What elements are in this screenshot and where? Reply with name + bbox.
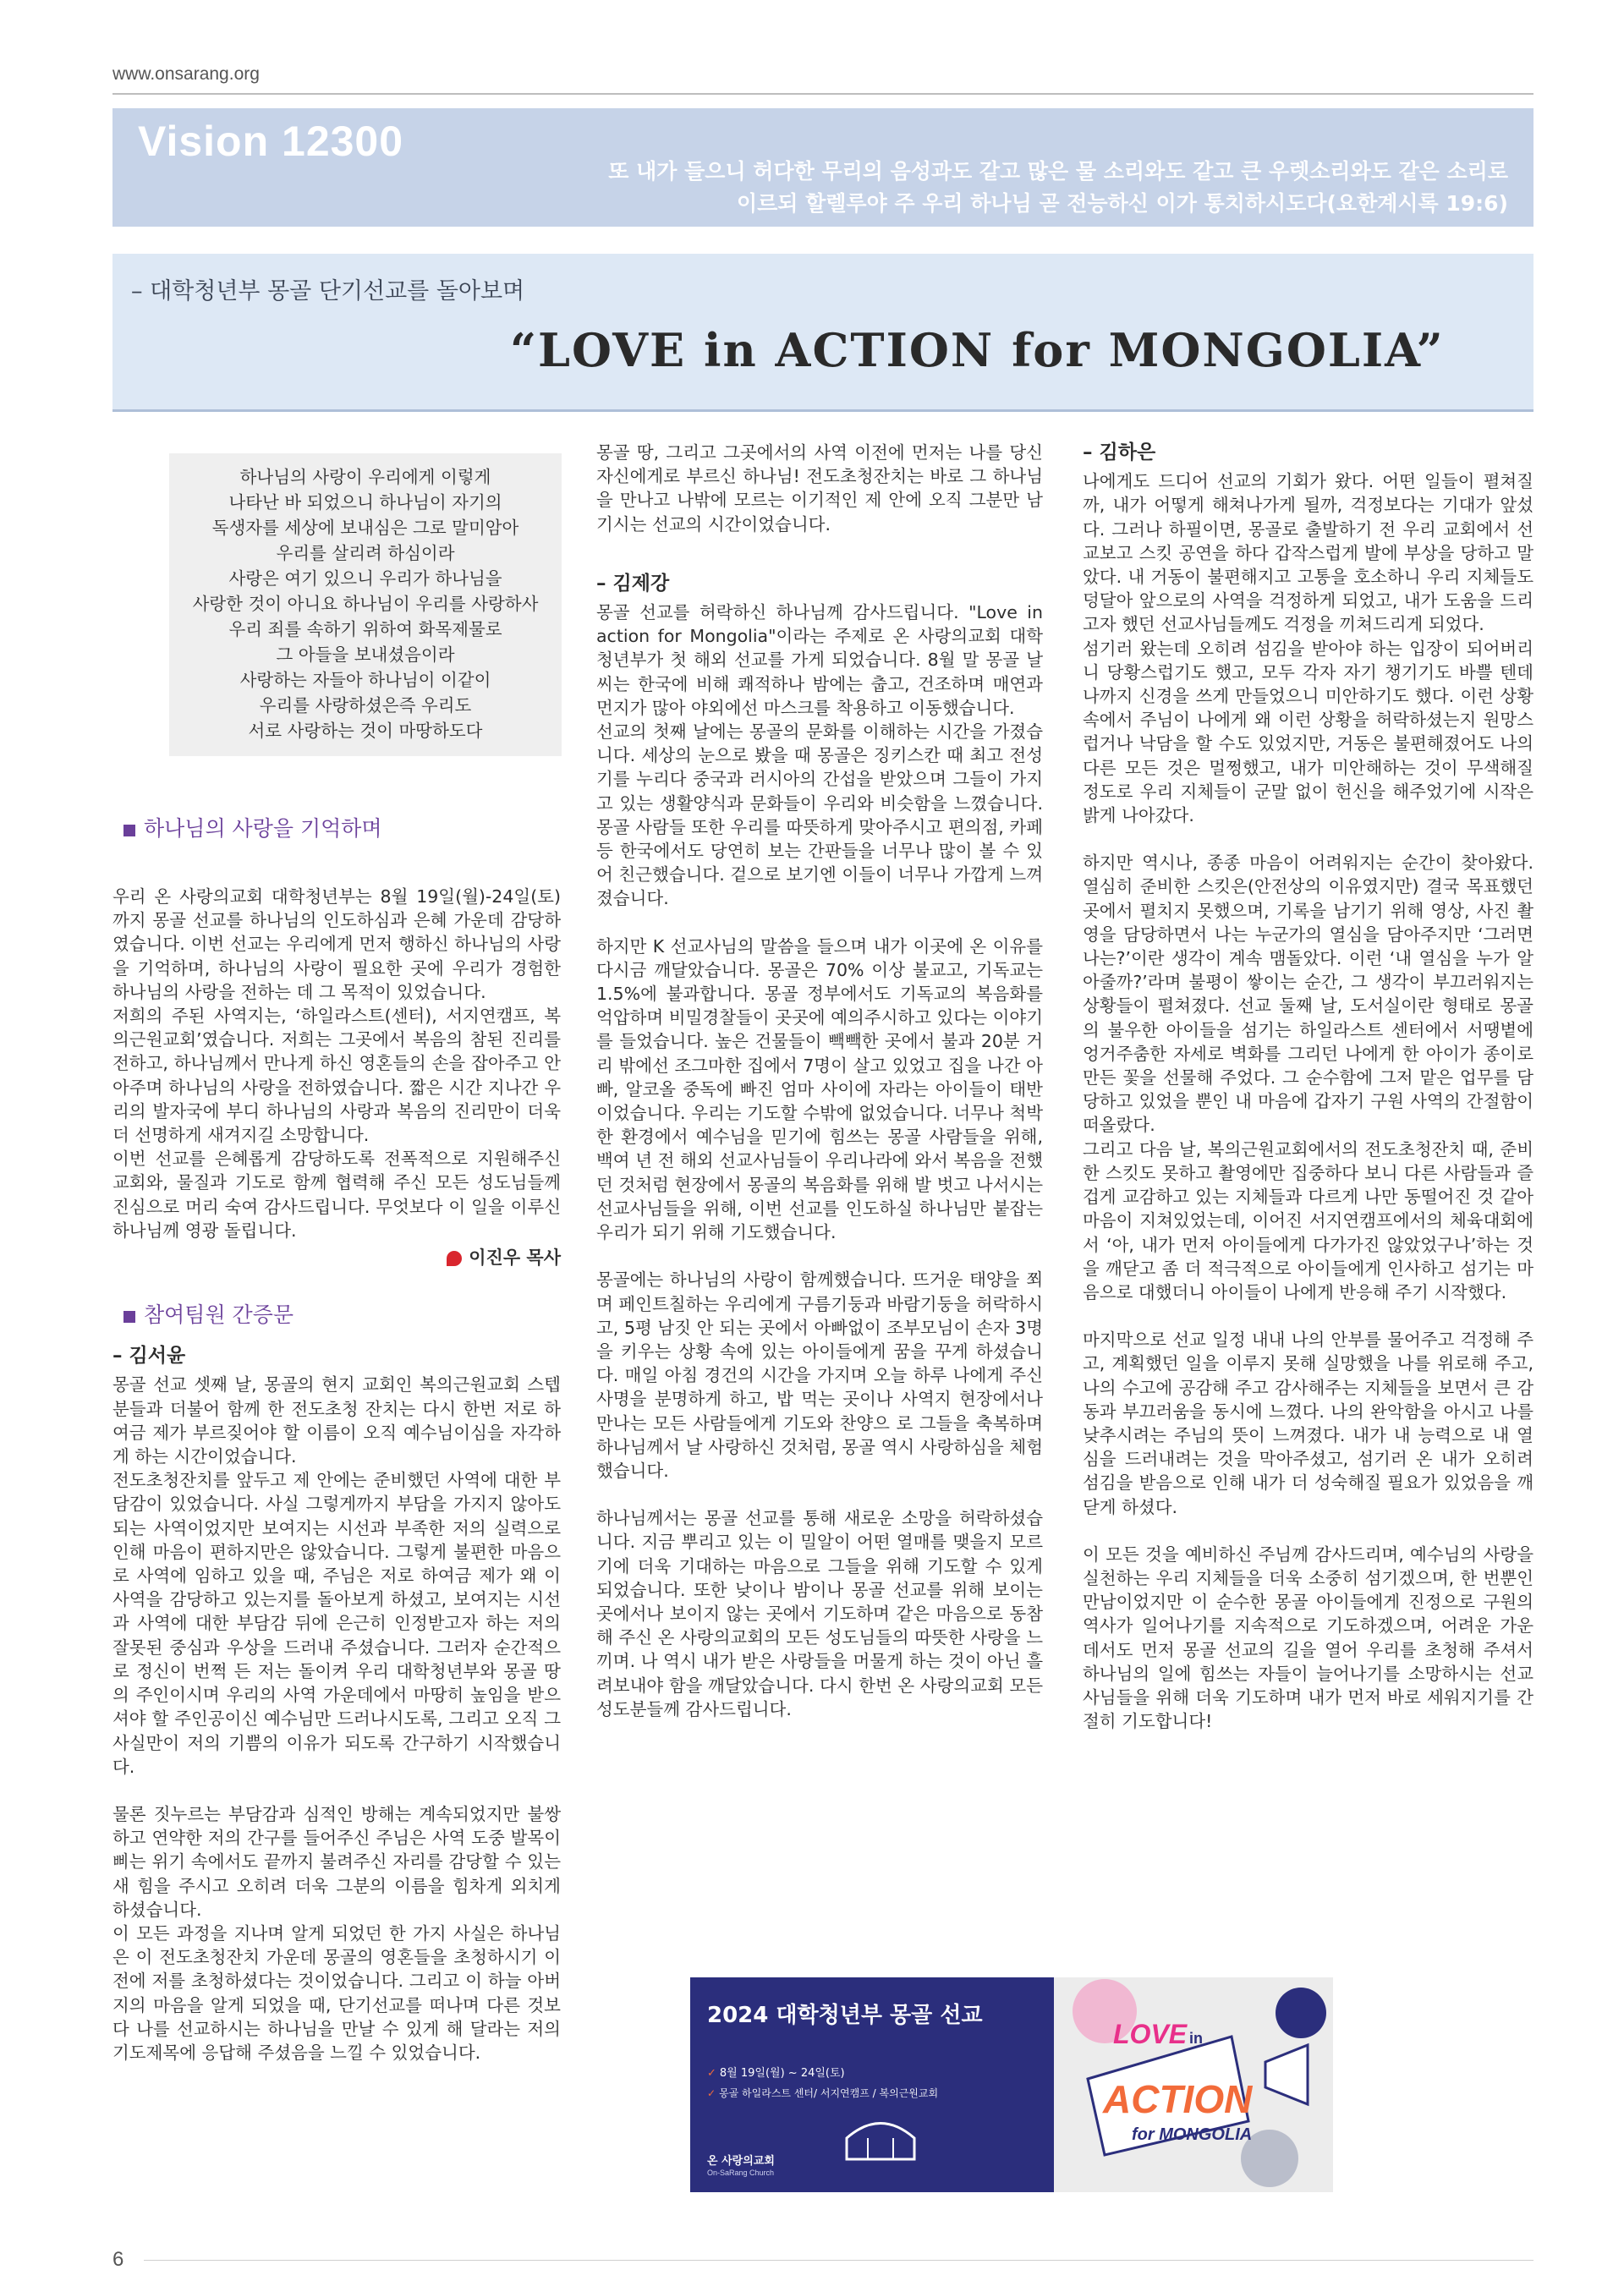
poem-line: 하나님의 사랑이 우리에게 이렇게 <box>239 467 491 487</box>
paragraph: 하나님께서는 몽골 선교를 통해 새로운 소망을 허락하셨습니다. 지금 뿌리고 있는 이 밀알이 어떤 열매를 맺을지 모르기에 더욱 기대하는 마음으로 그들을 위해 기도할 수 있게 되었습니다. 또한 낮이나 밤이나 몽골 선교를 위해 보이는 곳에서나 보이지 않는 곳에서 기도하며 같은 마음으로 동참해 주신 온 사랑의교회의 모든 성도님들의 따뜻한 사랑을 느끼며. 나 역시 내가 받은 사랑들을 머물게 하는 것이 아닌 흘려보내야 함을 깨달았습니다. 다시 한번 온 사랑의교회 모든 성도분들께 감사드립니다. <box>596 1508 1043 1719</box>
paragraph: 몽골 땅, 그리고 그곳에서의 사역 이전에 먼저는 나를 당신 자신에게로 부르신 하나님! 전도초청잔치는 바로 그 하나님을 만나고 나밖에 모르는 이기적인 제 안에 오직 그분만 남기시는 선교의 시간이었습니다. <box>596 442 1043 535</box>
vision-banner <box>112 108 1533 227</box>
column-3 <box>1083 441 1533 1733</box>
author-heading: – 김제강 <box>596 571 670 595</box>
poem-line: 사랑한 것이 아니요 하나님이 우리를 사랑하사 <box>192 594 539 614</box>
paragraph: 그리고 다음 날, 복의근원교회에서의 전도초청잔치 때, 준비한 스킷도 못하고 촬영에만 집중하다 보니 다른 사람들과 즐겁게 교감하고 있는 지체들과 다르게 나만 동떨어진 것 같아 마음이 지쳐있었는데, 이어진 서지연캠프에서의 체육대회에서 ‘아, 내가 먼저 아이들에게 다가가진 않았었구나’하는 것을 깨닫고 좀 더 적극적으로 아이들에게 인사하고 섬기는 마음으로 대했더니 아이들이 나에게 반응해 주기 시작했다. <box>1083 1138 1533 1302</box>
poem-line: 그 아들을 보내셨음이라 <box>276 644 455 665</box>
poem-line: 우리를 살리려 하심이라 <box>276 543 455 563</box>
vision-verse <box>409 156 1508 220</box>
vision-title: Vision 12300 <box>138 118 404 165</box>
scripture-box <box>169 453 562 756</box>
check-icon: ✓ <box>707 2067 716 2080</box>
check-icon: ✓ <box>707 2087 716 2099</box>
spacer <box>596 1483 1043 1506</box>
logo-action-text: ACTION <box>1103 2077 1253 2121</box>
paragraph: 마지막으로 선교 일정 내내 나의 안부를 물어주고 걱정해 주고, 계획했던 일을 이루지 못해 실망했을 나를 위로해 주고, 나의 수고에 공감해 주고 감사해주는 지체들을 보면서 큰 감동과 부끄러움을 동시에 느꼈다. 나의 완악함을 아시고 나를 낮추시려는 주님의 뜻이 느껴졌다. 내가 내 능력으로 내 열심을 드러내려는 것을 막아주셨고, 섬기러 온 내가 오히려 섬김을 받음으로 인해 내가 더 성숙해질 필요가 있었음을 깨닫게 하셨다. <box>1083 1330 1533 1517</box>
poem-line: 우리를 사랑하셨은즉 우리도 <box>259 695 472 716</box>
section-heading-label: 하나님의 사랑을 기억하며 <box>144 816 382 841</box>
poem-line: 나타난 바 되었으니 하나님이 자기의 <box>228 492 502 513</box>
paragraph: 나에게도 드디어 선교의 기회가 왔다. 어떤 일들이 펼쳐질까, 내가 어떻게 해쳐나가게 될까, 걱정보다는 기대가 앞섰다. 그러나 하필이면, 몽골로 출발하기 전 우리 교회에서 선교보고 스킷 공연을 하다 갑작스럽게 발에 부상을 당하고 말았다. 내 거동이 불편해지고 고통을 호소하니 우리 지체들도 덩달아 앞으로의 사역을 걱정하게 되었고, 내가 도움을 드리고자 했던 선교사님들께도 걱정을 끼쳐드리게 되었다. <box>1083 471 1533 635</box>
paragraph: 선교의 첫째 날에는 몽골의 문화를 이해하는 시간을 가졌습니다. 세상의 눈으로 봤을 때 몽골은 징키스칸 때 최고 전성기를 누리다 중국과 러시아의 간섭을 받았으며 그들이 가지고 있는 생활양식과 문화들이 우리와 비슷함을 느꼈습니다. 몽골 사람들 또한 우리를 따뜻하게 맞아주시고 편의점, 카페 등 한국에서도 당연히 보는 간판들을 너무나 많이 볼 수 있어 친근했습니다. 겉으로 보기엔 이들이 너무나 가깝게 느껴졌습니다. <box>596 721 1043 909</box>
logo-in-text: in <box>1189 2030 1203 2047</box>
paragraph: 하지만 역시나, 종종 마음이 어려워지는 순간이 찾아왔다. 열심히 준비한 스킷은(안전상의 이유였지만) 결국 목표했던 곳에서 펼치지 못했으며, 기록을 남기기 위해 영상, 사진 촬영을 담당하면서 나는 누군가의 열심을 담아주지만 ‘그러면 나는?’이란 생각이 계속 맴돌았다. 이런 ‘내 열심을 누가 알아줄까?’라며 불평이 쌓이는 순간, 그 생각이 부끄러워지는 상황들이 펼쳐졌다. 선교 둘째 날, 도서실이란 형태로 몽골의 불우한 아이들을 섬기는 하일라스트 센터에서 서땡볕에 엉거주춤한 자세로 벽화를 그리던 나에게 한 아이가 종이로 만든 꽃을 선물해 주었다. 그 순수함에 그저 맡은 업무를 담당하고 있었을 뿐인 내 마음에 갑자기 구원 사역의 간절함이 떠올랐다. <box>1083 853 1533 1136</box>
article-header <box>112 254 1533 412</box>
poem-line: 사랑하는 자들아 하나님이 이같이 <box>239 670 491 690</box>
author-heading: – 김서윤 <box>112 1344 186 1368</box>
poem-line: 사랑은 여기 있으니 우리가 하나님을 <box>228 568 502 589</box>
spacer <box>596 536 1043 572</box>
signature <box>112 1246 561 1269</box>
banner-place <box>707 2086 938 2100</box>
mission-banner <box>690 1977 1333 2192</box>
bullet-square-icon <box>123 1311 135 1323</box>
section-heading-remember <box>123 812 382 842</box>
banner-date-text: 8월 19일(월) ~ 24일(토) <box>719 2067 845 2080</box>
poem-line: 서로 사랑하는 것이 마땅하도다 <box>248 721 483 741</box>
paragraph: 몽골 선교 셋째 날, 몽골의 현지 교회인 복의근원교회 스텝 분들과 더불어 함께 한 전도초청 잔치는 다시 한번 저로 하여금 제가 부르짖어야 할 이름이 오직 예수님이심을 자각하게 하는 시간이었습니다. <box>112 1374 561 1467</box>
column-2 <box>596 441 1043 1721</box>
footer-rule <box>144 2260 1533 2261</box>
banner-title: 2024 대학청년부 몽골 선교 <box>707 2003 983 2028</box>
banner-church-en: On-SaRang Church <box>707 2169 775 2177</box>
spacer <box>112 1779 561 1802</box>
banner-church: 온 사랑의교회 <box>707 2155 775 2168</box>
poem-line: 우리 죄를 속하기 위하여 화목제물로 <box>228 619 502 639</box>
ger-tent-icon <box>842 2104 919 2163</box>
page-number: 6 <box>112 2248 124 2271</box>
article-subtitle: – 대학청년부 몽골 단기선교를 돌아보며 <box>131 278 525 304</box>
logo-love-text: LOVE <box>1113 2019 1188 2049</box>
poem-line: 독생자를 세상에 보내심은 그로 말미암아 <box>211 518 519 538</box>
site-url[interactable]: www.onsarang.org <box>112 64 260 84</box>
section-heading-label: 참여팀원 간증문 <box>144 1302 294 1327</box>
paragraph: 하지만 K 선교사님의 말씀을 들으며 내가 이곳에 온 이유를 다시금 깨달았습니다. 몽골은 70% 이상 불교고, 기독교는 1.5%에 불과합니다. 몽골 정부에서도 기독교의 복음화를 억압하며 비밀경찰들이 곳곳에 예의주시하고 있다는 이야기를 들었습니다. 높은 건물들이 빽빽한 곳에서 불과 20분 거리 밖에선 조그마한 집에서 7명이 살고 있었고 집을 나간 아빠, 알코올 중독에 빠진 엄마 사이에 자라는 아이들이 태반이었습니다. 우리는 기도할 수밖에 없었습니다. 너무나 척박한 환경에서 예수님을 믿기에 힘쓰는 몽골 사람들을 위해, 백여 년 전 해외 선교사님들이 우리나라에 와서 복음을 전했던 것처럼 현장에서 몽골의 복음화를 위해 발 벗고 나서시는 선교사님들을 위해, 이번 선교를 인도하실 하나님만 붙잡는 우리가 되기 위해 기도했습니다. <box>596 935 1043 1243</box>
verse-line-1: 또 내가 들으니 허다한 무리의 음성과도 같고 많은 물 소리와도 같고 큰 우렛소리와도 같은 소리로 <box>608 159 1508 184</box>
spacer <box>1083 1519 1533 1543</box>
paragraph: 몽골 선교를 허락하신 하나님께 감사드립니다. "Love in action for Mongolia"이라는 주제로 온 사랑의교회 대학청년부가 첫 해외 선교를 가게 되었습니다. 8월 말 몽골 날씨는 한국에 비해 쾌적하나 밤에는 춥고, 건조하며 매연과 먼지가 많아 야외에선 마스크를 착용하고 이동했습니다. <box>596 602 1043 718</box>
banner-place-text: 몽골 하일라스트 센터/ 서지연캠프 / 복의근원교회 <box>719 2087 939 2099</box>
author-heading: – 김하은 <box>1083 441 1156 463</box>
paragraph: 물론 짓누르는 부담감과 심적인 방해는 계속되었지만 불쌍하고 연약한 저의 간구를 들어주신 주님은 사역 도중 발목이 삐는 위기 속에서도 끝까지 불려주신 자리를 감당할 수 있는 새 힘을 주시고 오히려 더욱 그분의 이름을 힘차게 외치게 하셨습니다. <box>112 1803 561 1920</box>
spacer <box>596 1244 1043 1268</box>
paragraph: 저희의 주된 사역지는, ‘하일라스트(센터), 서지연캠프, 복의근원교회’였습니다. 저희는 그곳에서 복음의 참된 진리를 전하고, 하나님께서 만나게 하신 영혼들의 손을 잡아주고 안아주며 하나님의 사랑을 전하였습니다. 짧은 시간 지나간 우리의 발자국에 부디 하나님의 사랑과 복음의 진리만이 더욱더 선명하게 새겨지길 소망합니다. <box>112 1006 561 1146</box>
banner-logo-art <box>1054 1977 1333 2192</box>
bullet-square-icon <box>123 825 135 836</box>
spacer <box>1083 1304 1533 1328</box>
spacer <box>1083 827 1533 851</box>
signature-name: 이진우 목사 <box>469 1247 561 1269</box>
banner-info-panel <box>690 1977 1054 2192</box>
paragraph: 우리 온 사랑의교회 대학청년부는 8월 19일(월)-24일(토)까지 몽골 선교를 하나님의 인도하심과 은혜 가운데 감당하였습니다. 이번 선교는 우리에게 먼저 행하신 하나님의 사랑을 기억하며, 하나님의 사랑이 필요한 곳에 우리가 경험한 하나님의 사랑을 전하는 데 그 목적이 있었습니다. <box>112 886 561 1002</box>
column-1 <box>112 885 561 2064</box>
paragraph: 섬기러 왔는데 오히려 섬김을 받아야 하는 입장이 되어버리니 당황스럽기도 했고, 모두 각자 자기 챙기기도 바쁠 텐데 나까지 신경을 쓰게 만들었으니 미안하기도 했다. 이런 상황 속에서 주님이 나에게 왜 이런 상황을 허락하셨는지 원망스럽거나 낙담을 할 수도 있었지만, 거동은 불편해졌어도 나의 다른 모든 것은 멀쩡했고, 내가 미안해하는 것이 무색해질 정도로 우리 지체들이 군말 없이 헌신을 해주었기에 시작은 밝게 나아갔다. <box>1083 638 1533 826</box>
section-heading-testimony <box>123 1298 294 1329</box>
paragraph: 몽골에는 하나님의 사랑이 함께했습니다. 뜨거운 태양을 쬐며 페인트칠하는 우리에게 구름기둥과 바람기둥을 허락하시고, 5평 남짓 안 되는 곳에서 아빠없이 조부모님이 손자 3명을 키우는 상황 속에 있는 아이들에게 꿈을 꾸게 하셨습니다. 매일 아침 경건의 시간을 가지며 오늘 하루 나에게 주신 사명을 분명하게 하고, 밥 먹는 곳이나 사역지 현장에서나 만나는 모든 사람들에게 기도와 찬양으 로 그들을 축복하며 하나님께서 날 사랑하신 것처럼, 몽골 역시 사랑하심을 체험했습니다. <box>596 1269 1043 1481</box>
banner-date <box>707 2064 845 2080</box>
church-logo-icon <box>447 1251 462 1266</box>
spacer <box>596 911 1043 935</box>
paragraph: 전도초청잔치를 앞두고 제 안에는 준비했던 사역에 대한 부담감이 있었습니다. 사실 그렇게까지 부담을 가지지 않아도 되는 사역이었지만 보여지는 시선과 부족한 저의 실력으로 인해 마음이 편하지만은 않았습니다. 그렇게 불편한 마음으로 사역에 임하고 있을 때, 주님은 저로 하여금 제가 왜 이 사역을 감당하고 있는지를 돌아보게 하셨고, 보여지는 시선과 사역에 대한 부담감 뒤에 은근히 인정받고자 하는 저의 잘못된 중심과 우상을 드러내 주셨습니다. 그러자 순간적으로 정신이 번쩍 든 저는 돌이켜 우리 대학청년부와 몽골 땅의 주인이시며 우리의 사역 가운데에서 마땅히 높임을 받으셔야 할 주인공이신 예수님만 드러나시도록, 그리고 오직 그 사실만이 저의 기쁨의 이유가 되도록 간구하기 시작했습니다. <box>112 1470 561 1777</box>
paragraph: 이 모든 것을 예비하신 주님께 감사드리며, 예수님의 사랑을 실천하는 우리 지체들을 더욱 소중히 섬기겠으며, 한 번뿐인 만남이었지만 이 순수한 몽골 아이들에게 진정으로 구원의 역사가 일어나기를 지속적으로 기도하겠으며, 어려운 가운데서도 먼저 몽골 선교의 길을 열어 우리를 초청해 주셔서 하나님의 일에 힘쓰는 자들이 늘어나기를 소망하시는 선교사님들을 위해 더욱 기도하며 내가 먼저 바로 세워지기를 간절히 기도합니다! <box>1083 1544 1533 1732</box>
logo-for-text: for MONGOLIA <box>1132 2125 1253 2144</box>
paragraph: 이 모든 과정을 지나며 알게 되었던 한 가지 사실은 하나님은 이 전도초청잔치 가운데 몽골의 영혼들을 초청하시기 이전에 저를 초청하셨다는 것이었습니다. 그리고 이 하늘 아버지의 마음을 알게 되었을 때, 단기선교를 떠나며 다른 것보다 나를 선교하시는 하나님을 만날 수 있게 해 달라는 저의 기도제목에 응답해 주셨음을 느낄 수 있었습니다. <box>112 1922 561 2063</box>
article-title: “LOVE in ACTION for MONGOLIA” <box>510 323 1445 377</box>
verse-line-2: 이르되 할렐루야 주 우리 하나님 곧 전능하신 이가 통치하시도다(요한계시록 19:6) <box>736 191 1508 216</box>
paragraph: 이번 선교를 은혜롭게 감당하도록 전폭적으로 지원해주신 교회와, 물질과 기도로 함께 협력해 주신 모든 성도님들께 진심으로 머리 숙여 감사드립니다. 무엇보다 이 일을 이루신 하나님께 영광 돌립니다. <box>112 1149 561 1241</box>
header-rule <box>112 93 1533 95</box>
